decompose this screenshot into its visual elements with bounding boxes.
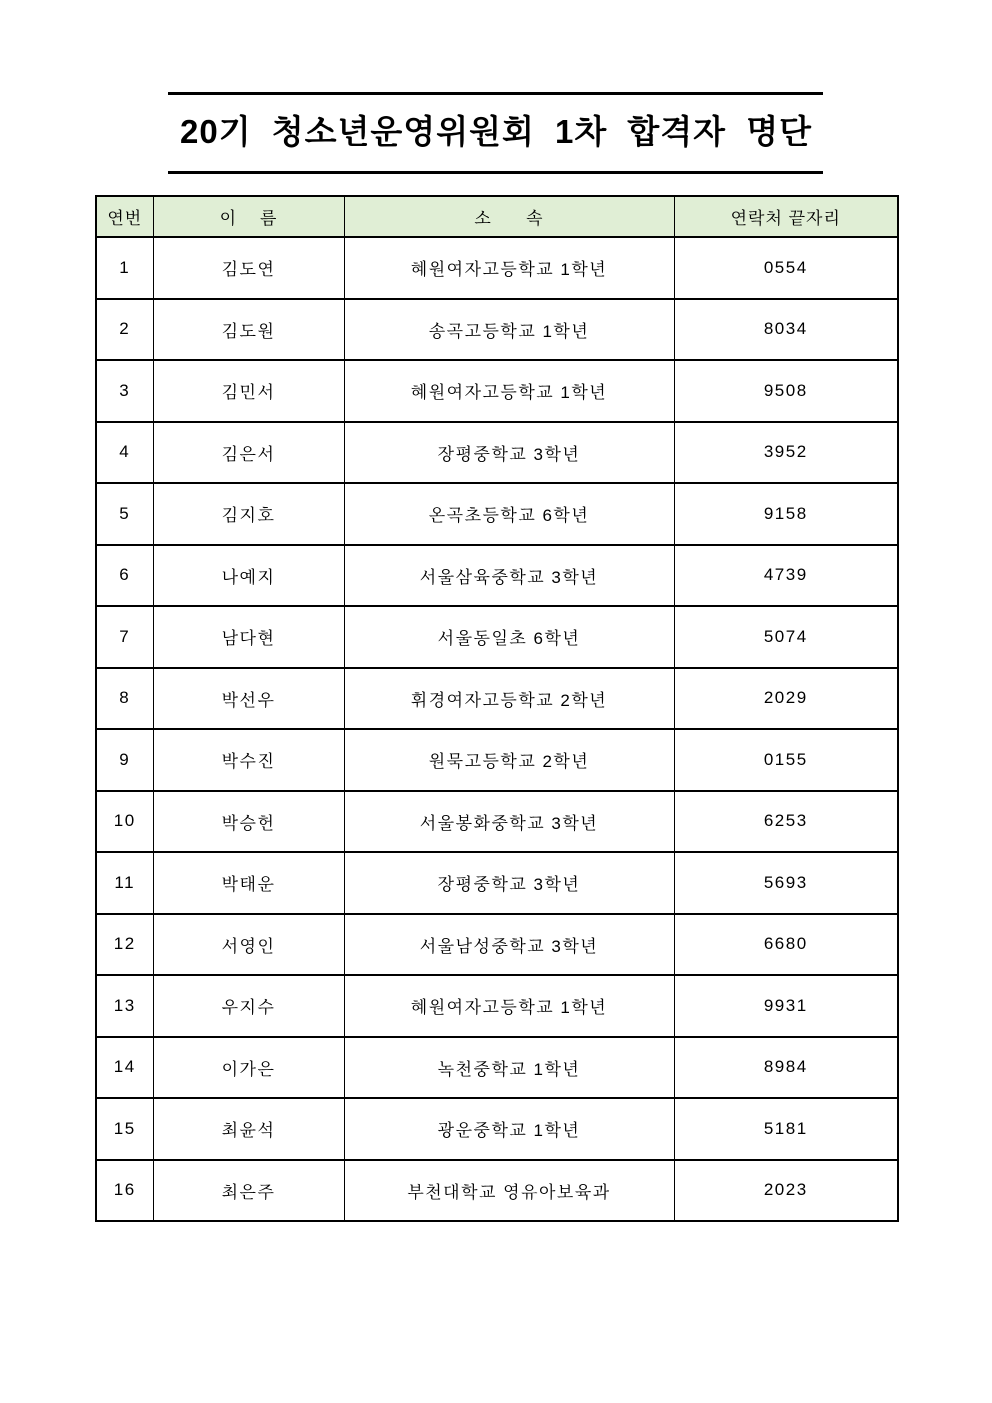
cell-affiliation: 서울봉화중학교 3학년: [344, 791, 674, 853]
table-row: [96, 483, 898, 545]
cell-contact-digits: 9158: [674, 483, 898, 545]
cell-contact-digits: 8984: [674, 1037, 898, 1099]
cell-affiliation: 광운중학교 1학년: [344, 1098, 674, 1160]
cell-serial-no: 16: [96, 1160, 153, 1222]
cell-name: 박수진: [153, 729, 344, 791]
cell-name: 남다현: [153, 606, 344, 668]
cell-name: 우지수: [153, 975, 344, 1037]
cell-contact-digits: 2029: [674, 668, 898, 730]
cell-serial-no: 3: [96, 360, 153, 422]
cell-affiliation: 온곡초등학교 6학년: [344, 483, 674, 545]
cell-affiliation: 장평중학교 3학년: [344, 852, 674, 914]
cell-serial-no: 14: [96, 1037, 153, 1099]
pass-list-table: [95, 195, 899, 1222]
table-body: [96, 237, 898, 1221]
cell-name: 김민서: [153, 360, 344, 422]
cell-name: 서영인: [153, 914, 344, 976]
cell-contact-digits: 5181: [674, 1098, 898, 1160]
cell-affiliation: 서울동일초 6학년: [344, 606, 674, 668]
col-header-name: 이 름: [153, 196, 344, 237]
table-row: [96, 606, 898, 668]
cell-affiliation: 부천대학교 영유아보육과: [344, 1160, 674, 1222]
table-row: [96, 668, 898, 730]
cell-affiliation: 원묵고등학교 2학년: [344, 729, 674, 791]
table-row: [96, 914, 898, 976]
cell-name: 나예지: [153, 545, 344, 607]
cell-contact-digits: 9508: [674, 360, 898, 422]
cell-name: 박선우: [153, 668, 344, 730]
title-top-double-rule: [168, 92, 823, 95]
cell-name: 박승헌: [153, 791, 344, 853]
col-header-contact: 연락처 끝자리: [674, 196, 898, 237]
cell-contact-digits: 4739: [674, 545, 898, 607]
table-row: [96, 729, 898, 791]
cell-affiliation: 혜원여자고등학교 1학년: [344, 360, 674, 422]
cell-name: 박태운: [153, 852, 344, 914]
table-row: [96, 299, 898, 361]
cell-name: 김은서: [153, 422, 344, 484]
cell-serial-no: 2: [96, 299, 153, 361]
cell-contact-digits: 5074: [674, 606, 898, 668]
cell-contact-digits: 6680: [674, 914, 898, 976]
cell-serial-no: 8: [96, 668, 153, 730]
cell-serial-no: 12: [96, 914, 153, 976]
cell-contact-digits: 2023: [674, 1160, 898, 1222]
cell-serial-no: 13: [96, 975, 153, 1037]
table-row: [96, 422, 898, 484]
col-header-serial-no: 연번: [96, 196, 153, 237]
cell-affiliation: 혜원여자고등학교 1학년: [344, 975, 674, 1037]
table-header-row: [96, 196, 898, 237]
title-bottom-double-rule: [168, 171, 823, 174]
cell-affiliation: 휘경여자고등학교 2학년: [344, 668, 674, 730]
cell-affiliation: 서울남성중학교 3학년: [344, 914, 674, 976]
cell-contact-digits: 6253: [674, 791, 898, 853]
cell-affiliation: 녹천중학교 1학년: [344, 1037, 674, 1099]
cell-serial-no: 1: [96, 237, 153, 299]
table-row: [96, 360, 898, 422]
table-row: [96, 975, 898, 1037]
cell-name: 최은주: [153, 1160, 344, 1222]
table-row: [96, 237, 898, 299]
cell-serial-no: 7: [96, 606, 153, 668]
cell-contact-digits: 8034: [674, 299, 898, 361]
cell-name: 김도원: [153, 299, 344, 361]
cell-name: 최윤석: [153, 1098, 344, 1160]
table-row: [96, 1098, 898, 1160]
table-row: [96, 1037, 898, 1099]
cell-serial-no: 10: [96, 791, 153, 853]
cell-contact-digits: 3952: [674, 422, 898, 484]
cell-serial-no: 6: [96, 545, 153, 607]
cell-contact-digits: 0554: [674, 237, 898, 299]
cell-serial-no: 11: [96, 852, 153, 914]
cell-affiliation: 혜원여자고등학교 1학년: [344, 237, 674, 299]
cell-name: 김지호: [153, 483, 344, 545]
cell-serial-no: 4: [96, 422, 153, 484]
cell-serial-no: 9: [96, 729, 153, 791]
cell-name: 이가은: [153, 1037, 344, 1099]
cell-affiliation: 서울삼육중학교 3학년: [344, 545, 674, 607]
cell-serial-no: 15: [96, 1098, 153, 1160]
cell-name: 김도연: [153, 237, 344, 299]
cell-affiliation: 장평중학교 3학년: [344, 422, 674, 484]
page-title: 20기 청소년운영위원회 1차 합격자 명단: [180, 113, 812, 150]
cell-contact-digits: 9931: [674, 975, 898, 1037]
cell-contact-digits: 0155: [674, 729, 898, 791]
cell-affiliation: 송곡고등학교 1학년: [344, 299, 674, 361]
table-row: [96, 852, 898, 914]
table-row: [96, 791, 898, 853]
cell-serial-no: 5: [96, 483, 153, 545]
cell-contact-digits: 5693: [674, 852, 898, 914]
col-header-affiliation: 소 속: [344, 196, 674, 237]
table-row: [96, 1160, 898, 1222]
table-row: [96, 545, 898, 607]
